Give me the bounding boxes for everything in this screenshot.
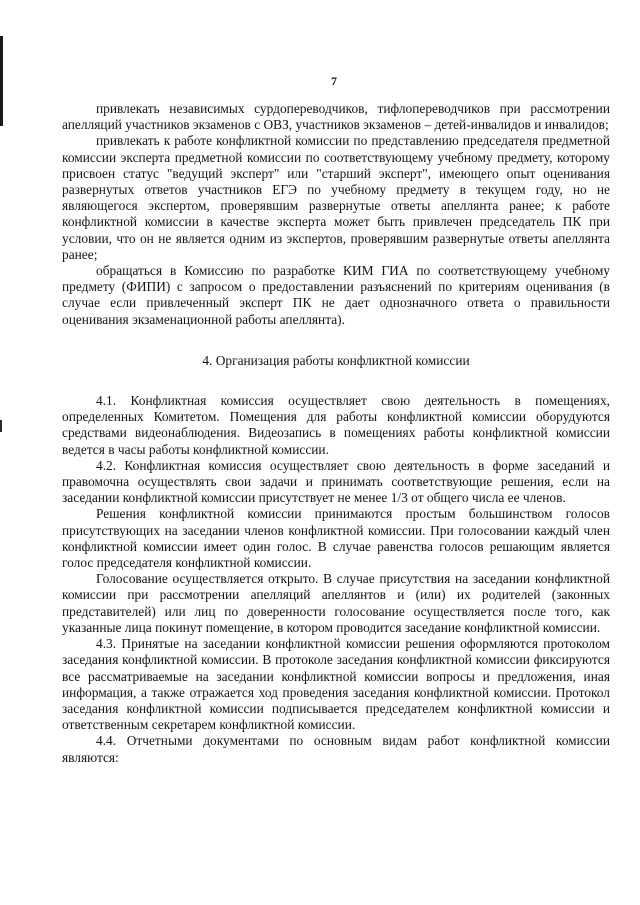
paragraph: привлекать к работе конфликтной комиссии по представлению председателя предметной комиссии эксперта предметной комиссии по соответствующему учебному предмету, которому присвоен статус "ведущий эксперт" или "старший эксперт", имеющего опыт оценивания развернутых ответов участников ЕГЭ по учебному предмету в текущем году, но не являющегося экспертом, проверявшим развернутые ответы апеллянта ранее; к работе конфликтной комиссии в качестве эксперта может быть привлечен председатель ПК при условии, что он не является одним из экспертов, проверявшим развернутые ответы апеллянта ранее; xyxy=(62,133,610,262)
paragraph: привлекать независимых сурдопереводчиков, тифлопереводчиков при рассмотрении апелляций участников экзаменов с ОВЗ, участников экзаменов – детей-инвалидов и инвалидов; xyxy=(62,101,610,133)
paragraph: 4.1. Конфликтная комиссия осуществляет свою деятельность в помещениях, определенных Комитетом. Помещения для работы конфликтной комиссии оборудуются средствами видеонаблюдения. Видеозапись в помещениях работы конфликтной комиссии ведется в часы работы конфликтной комиссии. xyxy=(62,393,610,457)
document-body xyxy=(62,101,610,766)
scan-edge-mark-small xyxy=(0,420,2,432)
paragraph: Голосование осуществляется открыто. В случае присутствия на заседании конфликтной комиссии при рассмотрении апелляций апеллянтов и (или) их родителей (законных представителей) или лиц по доверенности голосование осуществляется после того, как указанные лица покинут помещение, в котором проводится заседание конфликтной комиссии. xyxy=(62,571,610,635)
paragraph: 4.2. Конфликтная комиссия осуществляет свою деятельность в форме заседаний и правомочна осуществлять свои задачи и принимать соответствующие решения, если на заседании конфликтной комиссии присутствует не менее 1/3 от общего числа ее членов. xyxy=(62,457,610,506)
paragraph: 4.3. Принятые на заседании конфликтной комиссии решения оформляются протоколом заседания конфликтной комиссии. В протоколе заседания конфликтной комиссии фиксируются все рассматриваемые на заседании конфликтной комиссии вопросы и предложения, иная информация, а также отражается ход проведения заседания конфликтной комиссии. Протокол заседания конфликтной комиссии подписывается председателем конфликтной комиссии и ответственным секретарем конфликтной комиссии. xyxy=(62,636,610,733)
paragraph: 4.4. Отчетными документами по основным видам работ конфликтной комиссии являются: xyxy=(62,733,610,765)
page-number: 7 xyxy=(331,74,337,88)
paragraph: Решения конфликтной комиссии принимаются простым большинством голосов присутствующих на заседании членов конфликтной комиссии. При голосовании каждый член конфликтной комиссии имеет один голос. В случае равенства голосов решающим является голос председателя конфликтной комиссии. xyxy=(62,506,610,571)
paragraph: обращаться в Комиссию по разработке КИМ ГИА по соответствующему учебному предмету (ФИПИ) с запросом о предоставлении разъяснений по критериям оценивания (в случае если привлеченный эксперт ПК не дает однозначного ответа о правильности оценивания экзаменационной работы апеллянта). xyxy=(62,263,610,327)
scan-edge-mark xyxy=(0,36,3,126)
section-heading: 4. Организация работы конфликтной комиссии xyxy=(202,352,470,368)
